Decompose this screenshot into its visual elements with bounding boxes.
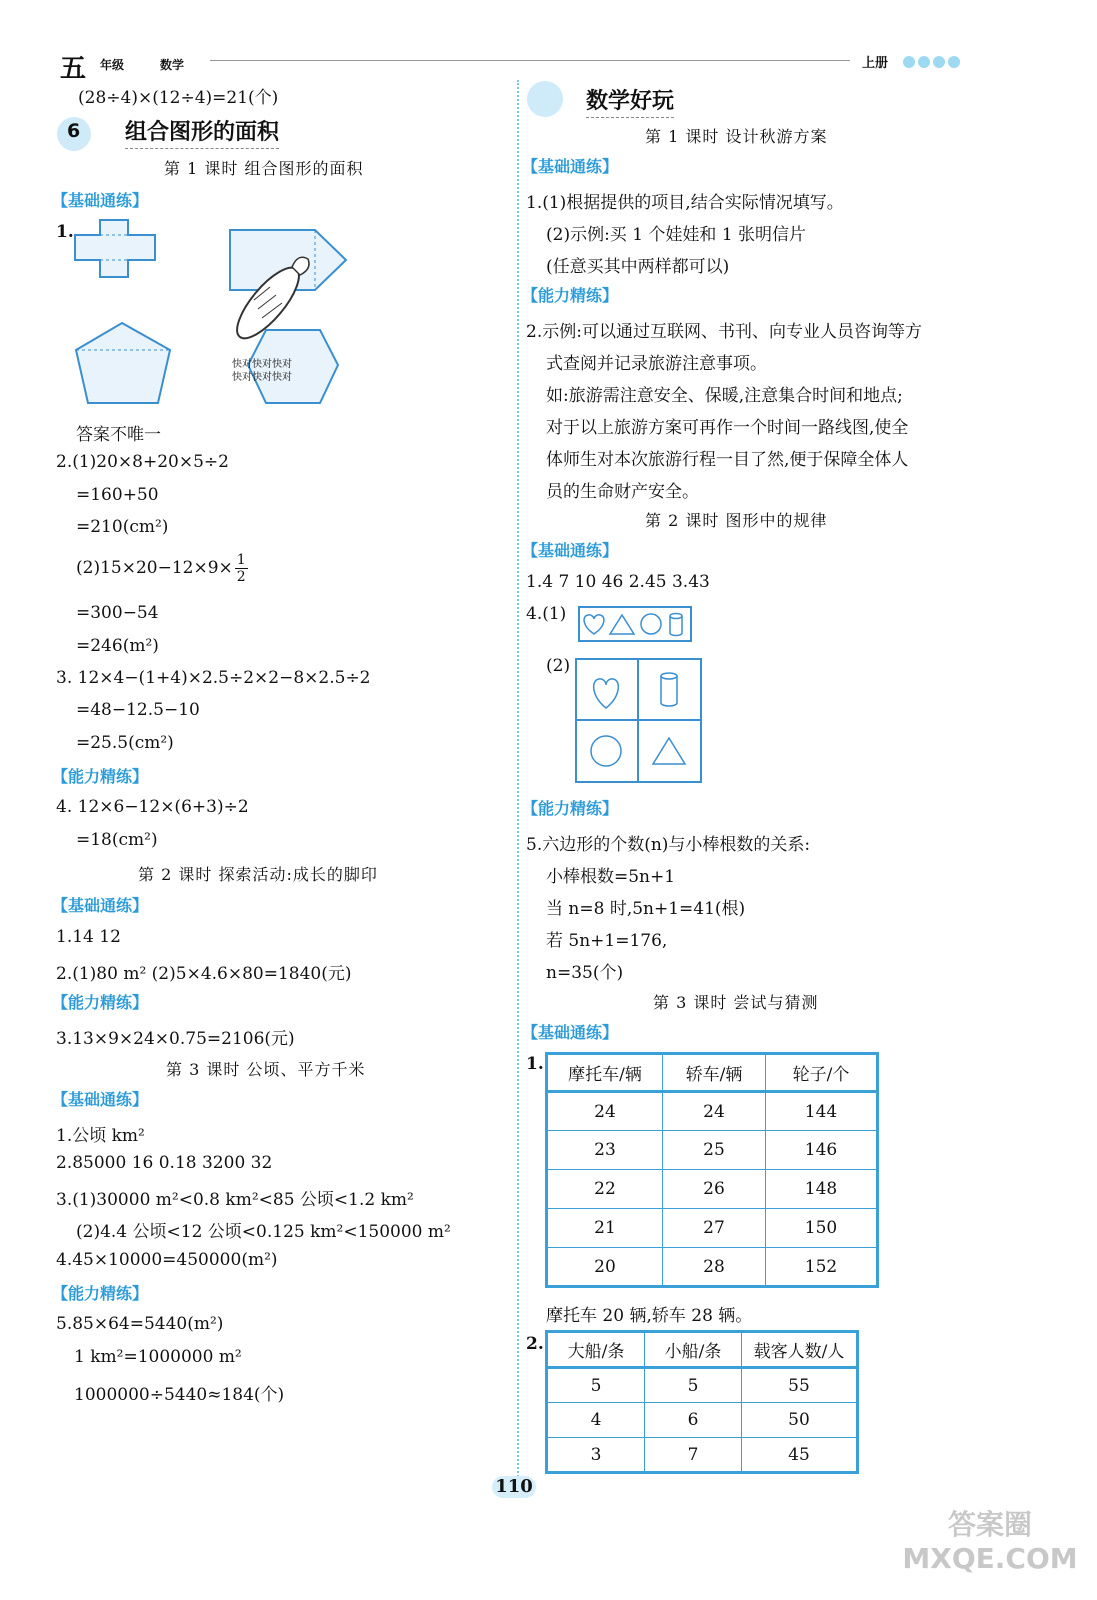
l3-q5-line-2: 1 km²=1000000 m² [74, 1347, 242, 1367]
header-rule [210, 60, 850, 61]
r-l1-basic-tag: 【基础通练】 [522, 157, 619, 176]
l3-q5-line-3: 1000000÷5440≈184(个) [74, 1385, 285, 1405]
r-l1-q2-line-4: 对于以上旅游方案可再作一个时间一路线图,使全 [546, 418, 909, 438]
volume-label: 上册 [862, 56, 889, 71]
l3-line-1: 1.公顷 km² [56, 1126, 145, 1146]
r-l1-q2-line-2: 式查阅并记录旅游注意事项。 [546, 354, 767, 374]
column-divider [517, 80, 519, 1480]
q2b-line: (2)15×20−12×9× $\frac{1}{2}$ [76, 552, 246, 585]
triangle-icon [653, 738, 685, 764]
heart-icon [584, 615, 604, 634]
subject-label: 数学 [160, 58, 185, 72]
q2-line-2: =160+50 [76, 485, 159, 505]
lesson1-basic-tag: 【基础通练】 [52, 191, 149, 210]
q1-note: 答案不唯一 [76, 425, 161, 445]
r-l2-q1: 1.4 7 10 46 2.45 3.43 [526, 572, 710, 592]
r-l1-line-2: (2)示例:买 1 个娃娃和 1 张明信片 [546, 225, 807, 245]
r-l2-ability-tag: 【能力精练】 [522, 799, 619, 818]
q1-figures [70, 205, 370, 420]
l2-line-1: 1.14 12 [56, 927, 121, 947]
lesson2-title: 第 2 课时 探索活动:成长的脚印 [138, 865, 378, 884]
table1-number: 1. [526, 1054, 544, 1074]
r-l2-q5-line-4: 若 5n+1=176, [546, 931, 668, 951]
table2-number: 2. [526, 1334, 544, 1354]
lesson2-ability-tag: 【能力精练】 [52, 993, 149, 1012]
watermark: 答案圈 MXQE.COM [902, 1508, 1078, 1575]
section-title: 数学好玩 [586, 84, 674, 118]
circle-icon [641, 614, 661, 634]
r-l3-basic-tag: 【基础通练】 [522, 1023, 619, 1042]
lesson2-basic-tag: 【基础通练】 [52, 896, 149, 915]
l3-line-5: 4.45×10000=450000(m²) [56, 1250, 278, 1270]
table-row: 20 28 152 [547, 1248, 878, 1287]
r-lesson3-title: 第 3 课时 尝试与猜测 [653, 993, 819, 1012]
q2-line-1: 2.(1)20×8+20×5÷2 [56, 452, 229, 472]
l3-line-2: 2.85000 16 0.18 3200 32 [56, 1153, 273, 1173]
r-l2-q4a: 4.(1) [526, 604, 567, 624]
q4-line-1: 4. 12×6−12×(6+3)÷2 [56, 797, 249, 817]
figure-watermark: 快对快对快对 快对快对快对 [232, 359, 292, 383]
table-row: 23 25 146 [547, 1131, 878, 1170]
l2-line-2: 2.(1)80 m² (2)5×4.6×80=1840(元) [56, 964, 352, 984]
unit-number: 6 [67, 120, 81, 142]
cross-shape [75, 220, 155, 277]
table-1 [545, 1052, 879, 1288]
table-row: 4 6 50 [547, 1403, 858, 1438]
table-row: 24 24 144 [547, 1092, 878, 1131]
l2-q3: 3.13×9×24×0.75=2106(元) [56, 1029, 295, 1049]
carry-line: (28÷4)×(12÷4)=21(个) [78, 88, 279, 108]
table2-header: 载客人数/人 [742, 1332, 858, 1368]
r-l1-q2-line-5: 体师生对本次旅游行程一目了然,便于保障全体人 [546, 450, 909, 470]
r-lesson2-title: 第 2 课时 图形中的规律 [645, 511, 828, 530]
unit-title: 组合图形的面积 [125, 115, 279, 149]
table-2 [545, 1330, 859, 1474]
grade-number: 五 [60, 54, 87, 84]
r-l1-line-1: 1.(1)根据提供的项目,结合实际情况填写。 [526, 193, 844, 213]
q2b-line-3: =246(m²) [76, 636, 159, 656]
q3-line-3: =25.5(cm²) [76, 733, 174, 753]
r-l2-q4b: (2) [546, 656, 571, 676]
l3-line-3: 3.(1)30000 m²<0.8 km²<85 公顷<1.2 km² [56, 1190, 414, 1210]
r-l2-q5-line-1: 5.六边形的个数(n)与小棒根数的关系: [526, 835, 811, 855]
q2-line-3: =210(cm²) [76, 517, 169, 537]
section-badge [526, 80, 564, 123]
table1-header: 摩托车/辆 [547, 1054, 663, 1092]
lesson1-title: 第 1 课时 组合图形的面积 [164, 159, 364, 178]
heart-icon [594, 679, 619, 708]
lesson3-basic-tag: 【基础通练】 [52, 1090, 149, 1109]
lesson1-ability-tag: 【能力精练】 [52, 767, 149, 786]
table2-header: 小船/条 [645, 1332, 742, 1368]
triangle-icon [610, 615, 634, 634]
r-l2-basic-tag: 【基础通练】 [522, 541, 619, 560]
l3-q5-line-1: 5.85×64=5440(m²) [56, 1314, 224, 1334]
table1-header: 轮子/个 [766, 1054, 878, 1092]
table-row: 3 7 45 [547, 1438, 858, 1473]
table1-answer: 摩托车 20 辆,轿车 28 辆。 [546, 1306, 753, 1326]
r-l2-q5-line-5: n=35(个) [546, 963, 624, 983]
q4-line-2: =18(cm²) [76, 830, 158, 850]
circle-icon [591, 736, 621, 766]
r-l1-q2-line-1: 2.示例:可以通过互联网、书刊、向专业人员咨询等方 [526, 322, 922, 342]
page-number: 110 [495, 1476, 533, 1497]
lesson3-title: 第 3 课时 公顷、平方千米 [166, 1060, 366, 1079]
table-row: 22 26 148 [547, 1170, 878, 1209]
table1-header: 轿车/辆 [663, 1054, 766, 1092]
table-row: 21 27 150 [547, 1209, 878, 1248]
table-row: 5 5 55 [547, 1368, 858, 1403]
r-l2-q5-line-2: 小棒根数=5n+1 [546, 867, 676, 887]
cylinder-icon [661, 676, 677, 706]
r-lesson1-title: 第 1 课时 设计秋游方案 [645, 127, 828, 146]
r-l1-line-3: (任意买其中两样都可以) [546, 257, 730, 277]
r-l1-ability-tag: 【能力精练】 [522, 286, 619, 305]
q3-line-2: =48−12.5−10 [76, 700, 200, 720]
q1-number: 1. [56, 222, 74, 242]
header-dots [902, 54, 970, 74]
q4a-shapes [578, 606, 692, 647]
r-l2-q5-line-3: 当 n=8 时,5n+1=41(根) [546, 899, 746, 919]
q3-line-1: 3. 12×4−(1+4)×2.5÷2×2−8×2.5÷2 [56, 668, 371, 688]
lesson3-ability-tag: 【能力精练】 [52, 1284, 149, 1303]
pentagon-shape [76, 323, 170, 403]
r-l1-q2-line-6: 员的生命财产安全。 [546, 482, 699, 502]
q2b-line-2: =300−54 [76, 603, 159, 623]
table2-header: 大船/条 [547, 1332, 645, 1368]
grade-label: 年级 [100, 58, 125, 72]
q4b-grid [575, 658, 703, 789]
r-l1-q2-line-3: 如:旅游需注意安全、保暖,注意集合时间和地点; [546, 386, 903, 406]
l3-line-4: (2)4.4 公顷<12 公顷<0.125 km²<150000 m² [76, 1222, 451, 1242]
